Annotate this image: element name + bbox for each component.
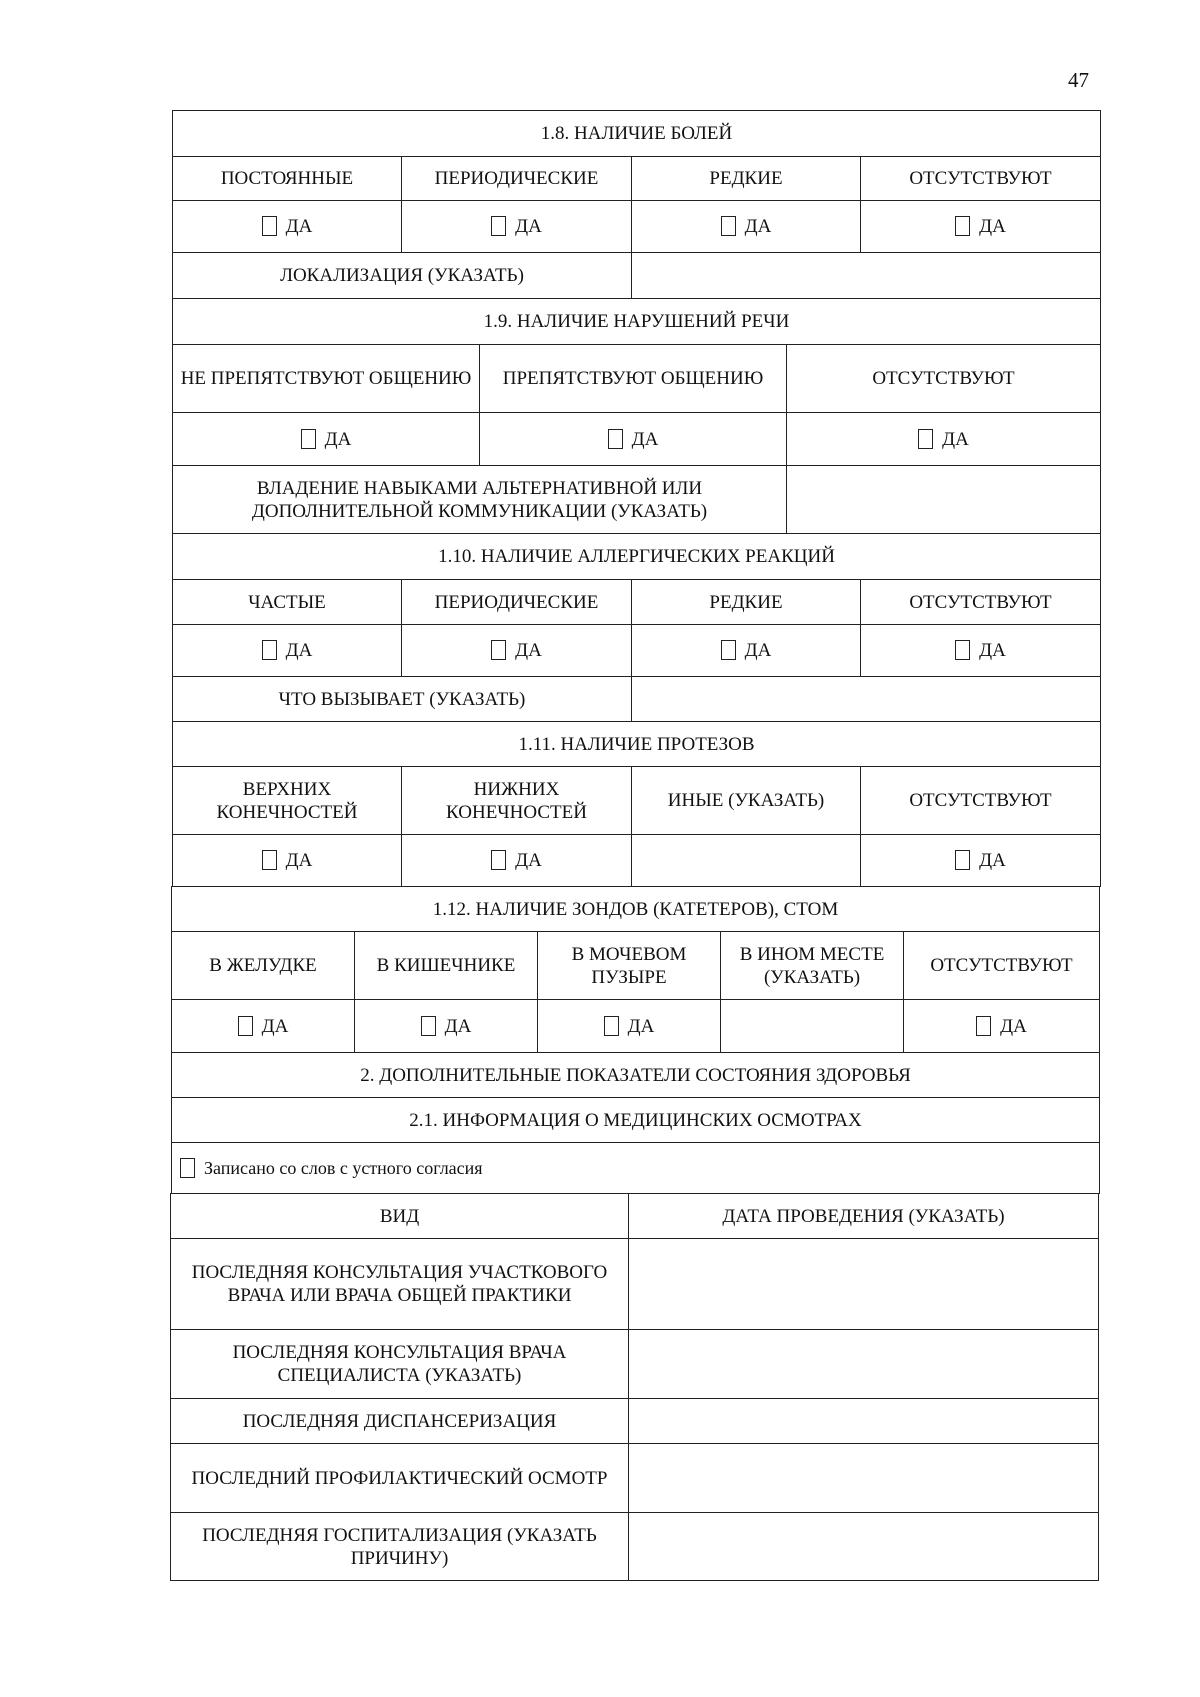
- checkbox[interactable]: [421, 1016, 436, 1036]
- exam-type: ПОСЛЕДНИЙ ПРОФИЛАКТИЧЕСКИЙ ОСМОТР: [171, 1444, 629, 1513]
- section-1-9-table: [172, 298, 1101, 534]
- checkbox[interactable]: [491, 850, 506, 870]
- checkbox-cell: [632, 201, 861, 253]
- checkbox[interactable]: [604, 1016, 619, 1036]
- checkbox-label: ДА: [627, 1015, 655, 1037]
- section-title: 1.10. НАЛИЧИЕ АЛЛЕРГИЧЕСКИХ РЕАКЦИЙ: [173, 534, 1101, 580]
- exam-date-field[interactable]: [629, 1513, 1099, 1581]
- checkbox[interactable]: [491, 216, 506, 236]
- checkbox-label: ДА: [285, 216, 313, 237]
- checkbox-label: ДА: [324, 428, 352, 450]
- header-cell: ПРЕПЯТСТВУЮТ ОБЩЕНИЮ: [480, 345, 787, 413]
- header-cell: ОТСУТСТВУЮТ: [904, 932, 1100, 1000]
- checkbox-cell: [355, 1000, 538, 1053]
- checkbox-label: ДА: [979, 640, 1006, 661]
- checkbox[interactable]: [262, 850, 277, 870]
- checkbox-label: ДА: [744, 216, 772, 237]
- checkbox-cell: [173, 625, 402, 677]
- header-cell: ОТСУТСТВУЮТ: [861, 580, 1101, 625]
- checkbox[interactable]: [955, 216, 970, 236]
- consent-row: [172, 1143, 1100, 1194]
- checkbox-cell: [904, 1000, 1100, 1053]
- alt-communication-label: ВЛАДЕНИЕ НАВЫКАМИ АЛЬТЕРНАТИВНОЙ ИЛИ ДОПОЛНИТЕЛЬНОЙ КОММУНИКАЦИИ (УКАЗАТЬ): [173, 466, 787, 534]
- checkbox-label: ДА: [285, 640, 313, 661]
- checkbox-label: ДА: [744, 640, 772, 661]
- other-prosthesis-field[interactable]: [632, 835, 861, 887]
- header-cell: РЕДКИЕ: [632, 580, 861, 625]
- header-cell: ОТСУТСТВУЮТ: [861, 157, 1101, 201]
- checkbox-cell: [402, 201, 632, 253]
- other-location-field[interactable]: [721, 1000, 904, 1053]
- checkbox[interactable]: [955, 850, 970, 870]
- checkbox-label: ДА: [444, 1015, 472, 1037]
- header-cell: ПЕРИОДИЧЕСКИЕ: [402, 580, 632, 625]
- checkbox-label: ДА: [515, 640, 542, 661]
- checkbox-label: ДА: [979, 850, 1006, 871]
- exam-type: ПОСЛЕДНЯЯ КОНСУЛЬТАЦИЯ УЧАСТКОВОГО ВРАЧА ИЛИ ВРАЧА ОБЩЕЙ ПРАКТИКИ: [171, 1239, 629, 1330]
- checkbox-cell: [861, 625, 1101, 677]
- checkbox-cell: [787, 413, 1101, 466]
- checkbox-label: ДА: [515, 216, 542, 237]
- header-cell: В ИНОМ МЕСТЕ (УКАЗАТЬ): [721, 932, 904, 1000]
- checkbox-cell: [861, 201, 1101, 253]
- exam-type: ПОСЛЕДНЯЯ ГОСПИТАЛИЗАЦИЯ (УКАЗАТЬ ПРИЧИНУ): [171, 1513, 629, 1581]
- checkbox-label: ДА: [942, 428, 969, 450]
- checkbox[interactable]: [262, 216, 277, 236]
- checkbox-cell: [538, 1000, 721, 1053]
- checkbox-cell: [402, 625, 632, 677]
- header-cell: ВИД: [171, 1194, 629, 1239]
- checkbox-label: ДА: [515, 850, 542, 871]
- checkbox-label: ДА: [979, 216, 1006, 237]
- alt-communication-field[interactable]: [787, 466, 1101, 534]
- page-number: 47: [1068, 68, 1089, 92]
- header-cell: В КИШЕЧНИКЕ: [355, 932, 538, 1000]
- header-cell: ПЕРИОДИЧЕСКИЕ: [402, 157, 632, 201]
- header-cell: ДАТА ПРОВЕДЕНИЯ (УКАЗАТЬ): [629, 1194, 1099, 1239]
- consent-label: Записано со слов с устного согласия: [204, 1157, 483, 1178]
- header-cell: РЕДКИЕ: [632, 157, 861, 201]
- section-2-table: [171, 1052, 1100, 1194]
- checkbox[interactable]: [238, 1016, 253, 1036]
- checkbox-cell: [173, 201, 402, 253]
- checkbox-label: ДА: [285, 850, 313, 871]
- allergy-cause-field[interactable]: [632, 677, 1101, 722]
- localization-label: ЛОКАЛИЗАЦИЯ (УКАЗАТЬ): [173, 253, 632, 299]
- header-cell: ПОСТОЯННЫЕ: [173, 157, 402, 201]
- checkbox-cell: [173, 835, 402, 887]
- section-title: 1.12. НАЛИЧИЕ ЗОНДОВ (КАТЕТЕРОВ), СТОМ: [172, 887, 1100, 932]
- section-1-10-table: [172, 533, 1101, 722]
- section-1-11-table: [172, 721, 1101, 887]
- checkbox[interactable]: [918, 429, 933, 449]
- section-title: 1.8. НАЛИЧИЕ БОЛЕЙ: [173, 111, 1101, 157]
- section-1-8-table: [172, 110, 1101, 299]
- consent-checkbox[interactable]: [180, 1158, 195, 1178]
- exam-date-field[interactable]: [629, 1239, 1099, 1330]
- exam-date-field[interactable]: [629, 1399, 1099, 1444]
- medical-exams-table: [170, 1193, 1099, 1581]
- header-cell: ЧАСТЫЕ: [173, 580, 402, 625]
- section-title: 1.9. НАЛИЧИЕ НАРУШЕНИЙ РЕЧИ: [173, 299, 1101, 345]
- checkbox-cell: [632, 625, 861, 677]
- exam-type: ПОСЛЕДНЯЯ КОНСУЛЬТАЦИЯ ВРАЧА СПЕЦИАЛИСТА (УКАЗАТЬ): [171, 1330, 629, 1399]
- header-cell: ИНЫЕ (УКАЗАТЬ): [632, 767, 861, 835]
- checkbox[interactable]: [301, 429, 316, 449]
- checkbox-label: ДА: [1000, 1015, 1027, 1037]
- checkbox[interactable]: [955, 640, 970, 660]
- checkbox[interactable]: [721, 216, 736, 236]
- header-cell: ВЕРХНИХ КОНЕЧНОСТЕЙ: [173, 767, 402, 835]
- section-title: 2.1. ИНФОРМАЦИЯ О МЕДИЦИНСКИХ ОСМОТРАХ: [172, 1098, 1100, 1143]
- checkbox-cell: [172, 1000, 355, 1053]
- header-cell: НЕ ПРЕПЯТСТВУЮТ ОБЩЕНИЮ: [173, 345, 480, 413]
- section-1-12-table: [171, 886, 1100, 1053]
- checkbox[interactable]: [262, 640, 277, 660]
- checkbox[interactable]: [721, 640, 736, 660]
- localization-field[interactable]: [632, 253, 1101, 299]
- checkbox-cell: [861, 835, 1101, 887]
- exam-type: ПОСЛЕДНЯЯ ДИСПАНСЕРИЗАЦИЯ: [171, 1399, 629, 1444]
- allergy-cause-label: ЧТО ВЫЗЫВАЕТ (УКАЗАТЬ): [173, 677, 632, 722]
- header-cell: В ЖЕЛУДКЕ: [172, 932, 355, 1000]
- header-cell: В МОЧЕВОМ ПУЗЫРЕ: [538, 932, 721, 1000]
- checkbox-label: ДА: [261, 1015, 289, 1037]
- exam-date-field[interactable]: [629, 1444, 1099, 1513]
- checkbox[interactable]: [976, 1016, 991, 1036]
- header-cell: НИЖНИХ КОНЕЧНОСТЕЙ: [402, 767, 632, 835]
- section-title: 2. ДОПОЛНИТЕЛЬНЫЕ ПОКАЗАТЕЛИ СОСТОЯНИЯ ЗДОРОВЬЯ: [172, 1053, 1100, 1098]
- exam-date-field[interactable]: [629, 1330, 1099, 1399]
- checkbox-cell: [480, 413, 787, 466]
- checkbox-cell: [173, 413, 480, 466]
- checkbox[interactable]: [608, 429, 623, 449]
- checkbox-label: ДА: [631, 428, 659, 450]
- checkbox[interactable]: [491, 640, 506, 660]
- checkbox-cell: [402, 835, 632, 887]
- header-cell: ОТСУТСТВУЮТ: [861, 767, 1101, 835]
- header-cell: ОТСУТСТВУЮТ: [787, 345, 1101, 413]
- section-title: 1.11. НАЛИЧИЕ ПРОТЕЗОВ: [173, 722, 1101, 767]
